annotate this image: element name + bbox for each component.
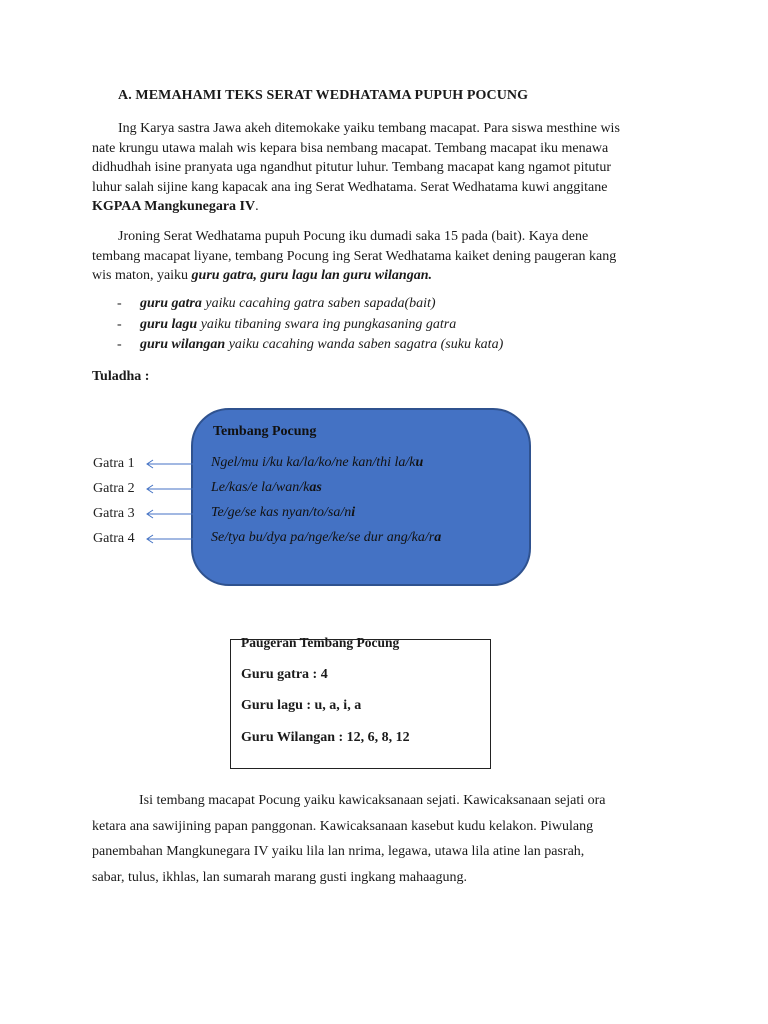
rules-line-3: wis maton, yaiku — [92, 268, 192, 283]
rule-lagu: Guru lagu : u, a, i, a — [241, 698, 362, 713]
example-title: Tembang Pocung — [213, 424, 317, 439]
closing-line-3: panembahan Mangkunegara IV yaiku lila lan nrima, legawa, utawa lila atine lan pasrah, — [92, 844, 585, 859]
rule-gatra: Guru gatra : 4 — [241, 667, 328, 682]
bullet-item: - guru gatra yaiku cacahing gatra saben sapada(bait) — [117, 296, 436, 311]
verse-line-2: Le/kas/e la/wan/kas — [211, 480, 322, 495]
rule-wilangan: Guru Wilangan : 12, 6, 8, 12 — [241, 730, 410, 745]
closing-line-1: Isi tembang macapat Pocung yaiku kawicaksanaan sejati. Kawicaksanaan sejati ora — [139, 793, 606, 808]
closing-paragraph — [92, 788, 682, 890]
closing-line-4: sabar, tulus, ikhlas, lan sumarah marang gusti ingkang mahaagung. — [92, 869, 468, 885]
gatra-label-1: Gatra 1 — [93, 456, 135, 471]
bullet-item: - guru wilangan yaiku cacahing wanda saben sagatra (suku kata) — [117, 337, 504, 352]
verse-line-1: Ngel/mu i/ku ka/la/ko/ne kan/thi la/ku — [211, 455, 424, 470]
arrow-icon — [147, 485, 207, 493]
section-heading: A. MEMAHAMI TEKS SERAT WEDHATAMA PUPUH POCUNG — [118, 88, 529, 103]
intro-line-3: didhudhah isine pranyata uga ngandhut pitutur luhur. Tembang macapat kang ngamot pitutur — [92, 160, 611, 175]
rules-title: Paugeran Tembang Pocung — [241, 635, 400, 650]
bullet-item: - guru lagu yaiku tibaning swara ing pungkasaning gatra — [117, 316, 457, 332]
intro-end: . — [255, 199, 259, 214]
intro-line-4: luhur salah sijine kang kapacak ana ing Serat Wedhatama. Serat Wedhatama kuwi anggitane — [92, 179, 608, 195]
arrow-icon — [147, 510, 207, 518]
gatra-label-4: Gatra 4 — [93, 531, 135, 546]
example-label: Tuladha : — [92, 369, 150, 384]
gatra-label-3: Gatra 3 — [93, 506, 135, 521]
gatra-label-2: Gatra 2 — [93, 481, 135, 496]
rules-terms: guru gatra, guru lagu lan guru wilangan. — [191, 268, 432, 283]
verse-line-3: Te/ge/se kas nyan/to/sa/ni — [211, 505, 356, 520]
closing-line-2: ketara ana sawijining papan panggonan. Kawicaksanaan kasebut kudu kelakon. Piwulang — [92, 818, 594, 834]
intro-line-2: nate krungu utawa malah wis kepara bisa nembang macapat. Tembang macapat iku menawa — [92, 140, 609, 156]
rules-line-2: tembang macapat liyane, tembang Pocung ing Serat Wedhatama kaiket dening paugeran kang — [92, 248, 617, 264]
intro-line-1: Ing Karya sastra Jawa akeh ditemokake yaiku tembang macapat. Para siswa mesthine wis — [118, 121, 620, 136]
arrow-icon — [147, 535, 207, 543]
rules-line-1: Jroning Serat Wedhatama pupuh Pocung iku dumadi saka 15 pada (bait). Kaya dene — [118, 229, 589, 244]
verse-line-4: Se/tya bu/dya pa/nge/ke/se dur ang/ka/ra — [211, 530, 442, 545]
arrow-icon — [147, 460, 207, 468]
author-name: KGPAA Mangkunegara IV — [92, 199, 256, 214]
